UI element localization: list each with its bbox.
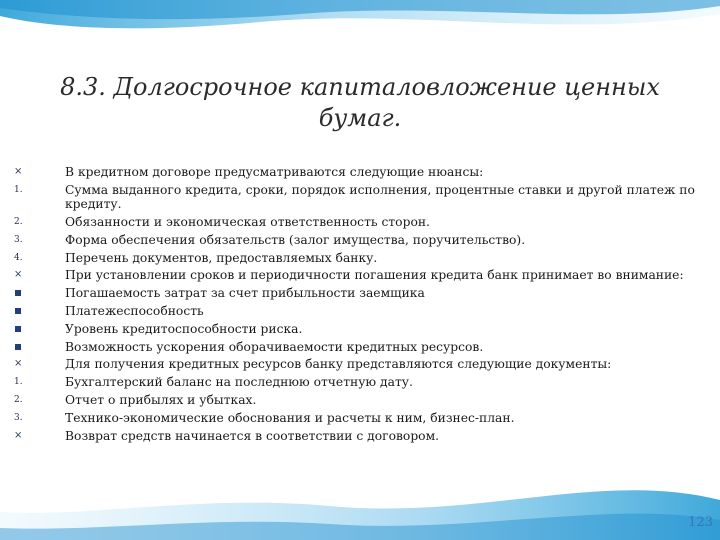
list-item-text: Перечень документов, предоставляемых банку.: [65, 250, 378, 265]
list-item-text: Форма обеспечения обязательств (залог имущества, поручительство).: [65, 232, 526, 247]
list-item-text: Возврат средств начинается в соответствии с договором.: [65, 428, 440, 443]
numbered-list-item: [14, 183, 704, 212]
list-item-text: Погашаемость затрат за счет прибыльности заемщика: [65, 286, 425, 301]
list-number: 3.: [14, 234, 23, 245]
list-item-text: При установлении сроков и периодичности погашения кредита банк принимает во внимание:: [65, 268, 684, 283]
list-item-text: Обязанности и экономическая ответственность сторон.: [65, 215, 430, 229]
list-item-text: Отчет о прибылях и убытках.: [65, 392, 257, 407]
slide-title: 8.3. Долгосрочное капиталовложение ценных бумаг.: [60, 73, 660, 132]
list-item-text: В кредитном договоре предусматриваются следующие нюансы:: [65, 165, 484, 179]
cross-bullet-icon: ×: [14, 269, 23, 281]
numbered-list-item: [14, 251, 704, 265]
list-number: 4.: [14, 252, 23, 263]
section-list-item: [14, 357, 704, 371]
list-number: 2.: [14, 394, 23, 405]
list-number: 1.: [14, 377, 23, 388]
page-number: 123: [688, 515, 713, 530]
list-item-text: Для получения кредитных ресурсов банку представляются следующие документы:: [65, 357, 612, 372]
list-item-text: Бухгалтерский баланс на последнюю отчетную дату.: [65, 375, 413, 390]
numbered-list-item: [14, 411, 704, 425]
bullet-list-item: [14, 322, 704, 336]
numbered-list-item: [14, 215, 704, 229]
list-item-text: Возможность ускорения оборачиваемости кредитных ресурсов.: [65, 339, 484, 354]
numbered-list-item: [14, 233, 704, 247]
cross-bullet-icon: ×: [14, 429, 23, 441]
numbered-list-item: [14, 375, 704, 389]
cross-bullet-icon: ×: [14, 358, 23, 370]
content-list: [14, 165, 704, 446]
list-number: 1.: [14, 184, 23, 195]
list-item-text: Сумма выданного кредита, сроки, порядок исполнения, процентные ставки и другой платеж по кредиту.: [65, 182, 695, 212]
bullet-list-item: [14, 304, 704, 318]
list-item-text: Технико-экономические обоснования и расчеты к ним, бизнес-план.: [65, 410, 515, 425]
numbered-list-item: [14, 393, 704, 407]
section-list-item: [14, 429, 704, 443]
section-list-item: [14, 165, 704, 179]
section-list-item: [14, 268, 704, 282]
list-item-text: Уровень кредитоспособности риска.: [65, 321, 303, 336]
list-number: 2.: [14, 217, 23, 227]
list-number: 3.: [14, 412, 23, 423]
list-item-text: Платежеспособность: [65, 303, 204, 318]
bullet-list-item: [14, 340, 704, 354]
cross-bullet-icon: ×: [14, 166, 23, 177]
bullet-list-item: [14, 286, 704, 300]
